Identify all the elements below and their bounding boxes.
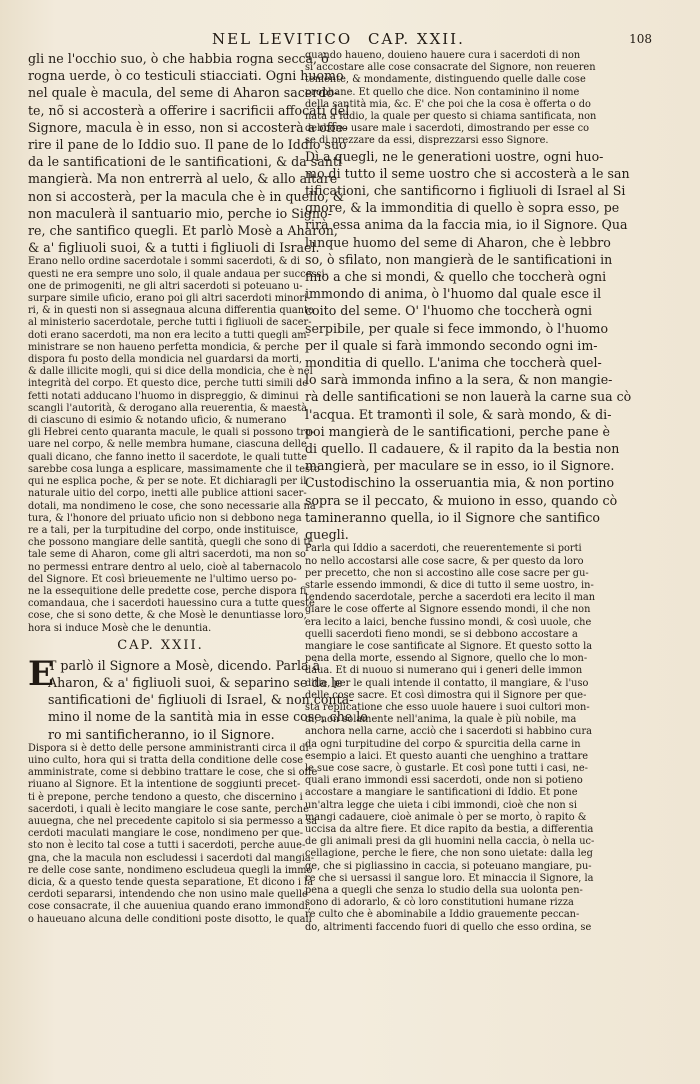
text-line: della santità mia, &c. E' che poi che la cosa è offerta o do (305, 98, 591, 110)
text-line: serpibile, per quale si fece immondo, ò l'huomo (305, 320, 609, 336)
text-line: delle cose sacre. Et così dimostra qui il Signore per que- (305, 689, 587, 701)
text-line: mangierà, per maculare se in esso, io il Signore. (305, 458, 615, 474)
text-line: tificationi, che santificorno i figliuoli di Israel al Si (305, 183, 626, 199)
text-line: di quello. Il cadauere, & il rapito da la bestia non (305, 441, 620, 457)
text-line: Signore, macula è in esso, non si accosterà a offe- (28, 119, 348, 135)
text-line: lo sarà immonda infino a la sera, & non mangie- (305, 372, 613, 388)
text-line: per precetto, che non si accostino alle cose sacre per gu- (305, 567, 589, 579)
text-line: coito del seme. O' l'huomo che toccherà ogni (305, 303, 593, 319)
text-line: re a tali, per la turpitudine del corpo, onde instituisce, (28, 524, 299, 536)
text-line: do, altrimenti faccendo fuori di quello che esso ordina, se (305, 921, 592, 933)
text-line: hora si induce Mosè che le denuntia. (28, 622, 212, 634)
text-line: qui ne esplica poche, & per se note. Et dichiaragli per il (28, 476, 307, 488)
text-line: se di prezzare da essi, disprezzarsi esso Signore. (305, 135, 549, 147)
text-line: ge, che si pigliassino in caccia, si poteuano mangiare, pu- (305, 860, 592, 872)
text-line: mangiare le cose santificate al Signore. Et questo sotto la (305, 640, 593, 652)
text-line: pena a quegli che senza lo studio della sua uolonta pen- (305, 884, 583, 896)
text-line: no permessi entrare dentro al uelo, cioè al tabernacolo (28, 561, 302, 573)
text-line: Custodischino la osseruantia mia, & non portino (305, 475, 615, 491)
text-line: al ministerio sacerdotale, perche tutti i figliuoli de sacer- (28, 317, 312, 329)
text-line: sopra se il peccato, & muiono in esso, quando cò (305, 492, 618, 508)
text-line: o haueuano alcuna delle conditioni poste disotto, le quali (28, 913, 312, 925)
text-line: di, non solamente nell'anima, la quale è più nobile, ma (305, 714, 577, 726)
text-line: gli Hebrei cento quaranta macule, le quali si possono tro- (28, 427, 315, 439)
text-line: naturale uitio del corpo, inetti alle publice attioni sacer- (28, 488, 307, 500)
text-line: te, nõ si accosterà a offerire i sacrificii affocati del (28, 102, 350, 118)
text-line: Parla qui Iddio a sacerdoti, che reuerentemente si porti (305, 543, 582, 555)
text-line: comandaua, che i sacerdoti hauessino cura a tutte queste (28, 598, 315, 610)
text-line: scangli l'autorità, & derogano alla reuerentia, & maestà (28, 402, 308, 414)
text-line: re che si uersassi il sangue loro. Et minaccia il Signore, la (305, 872, 594, 884)
text-line: rogna uerde, ò co testiculi stiacciati. Ogni huomo (28, 68, 344, 84)
right-gloss-block-2 (305, 543, 595, 934)
text-line: debbono usare male i sacerdoti, dimostrando per esse co (305, 123, 590, 135)
text-line: gli ne l'occhio suo, ò che habbia rogna secca, ò (28, 51, 329, 66)
text-line: surpare simile uficio, erano poi gli altri sacerdoti minori- (28, 293, 311, 305)
text-line: ro mi santificheranno, io il Signore. (48, 726, 275, 742)
text-line: nata a Iddio, la quale per questo si chiama santificata, non (305, 111, 597, 123)
right-text-block-1 (305, 148, 632, 544)
text-line: sta replicatione che esso uuole hauere i suoi cultori mon- (305, 701, 590, 713)
left-text-block-1 (28, 50, 350, 256)
text-line: starle essendo immondi, & dice di tutto il seme uostro, in- (305, 579, 594, 591)
left-column (28, 50, 368, 1050)
text-line: rà delle santificationi se non lauerà la carne sua cò (305, 389, 632, 405)
text-line: auuegna, che nel precedente capitolo si sia permesso a sa (28, 815, 318, 827)
text-line: sacerdoti, i quali è lecito mangiare le cose sante, perche (28, 803, 309, 815)
text-line: riuano al Signore. Et la intentione de soggiunti precet- (28, 779, 301, 791)
left-gloss-block-2 (28, 742, 318, 926)
text-line: re culto che è abominabile a Iddio grauemente peccan- (305, 909, 580, 921)
text-line: accostare a mangiare le santificationi di Iddio. Et pone (305, 787, 578, 799)
text-line: si accostare alle cose consacrate del Signore, non reueren (305, 62, 596, 74)
text-line: non maculerà il santuario mio, perche io Signo- (28, 205, 332, 221)
text-line: rire il pane de lo Iddio suo. Il pane de lo Iddio suo (28, 137, 347, 153)
text-line: un'altra legge che uieta i cibi immondi, cioè che non si (305, 799, 577, 811)
text-line: immondo di anima, ò l'huomo dal quale esce il (305, 286, 602, 302)
text-line: ditie, per le quali intende il contatto, il mangiare, & l'uso (305, 677, 589, 689)
text-line: sono di adorarlo, & cò loro constitutioni humane rizza (305, 897, 574, 909)
left-gloss-block-1 (28, 256, 328, 634)
left-text-block-2-lines (28, 653, 368, 743)
text-line: Dispora si è detto delle persone amministranti circa il di- (28, 742, 312, 754)
running-chapter: CAP. XXII. (368, 30, 465, 48)
text-line: & dalle illicite mogli, qui si dice della mondicia, che è nel (28, 366, 313, 378)
text-line: le sue cose sacre, ò gustarle. Et così pone tutti i casi, ne- (305, 762, 588, 774)
text-line: dispora fu posto della mondicia nel guardarsi da morti, (28, 354, 303, 366)
text-line: tale seme di Aharon, come gli altri sacerdoti, ma non so (28, 549, 306, 561)
text-line: cose, che si sono dette, & che Mosè le denuntiasse loro, (28, 610, 307, 622)
text-line: cerdoti separarsi, intendendo che non usino male quelle (28, 889, 308, 901)
text-line: era lecito a laici, benche fussino mondi, & così uuole, che (305, 616, 592, 628)
text-line: daua. Et di nuouo si numerano qui i generi delle immon (305, 665, 583, 677)
text-line: tamineranno quella, io il Signore che santifico (305, 509, 601, 525)
text-line: quegli. (305, 527, 349, 543)
text-line: cerdoti maculati mangiare le cose, nondimeno per que- (28, 828, 304, 840)
text-line: prophane. Et quello che dice. Non contaminino il nome (305, 86, 580, 98)
text-line: mangi cadauere, cioè animale ò per se morto, ò rapito & (305, 811, 587, 823)
drop-cap: E (28, 653, 54, 694)
text-line: mangierà. Ma non entrerrà al uelo, & allo altare (28, 171, 338, 187)
text-line: ri, & in questi non si assegnaua alcuna differentia quanto (28, 305, 314, 317)
text-line: tura, & l'honore del priuato uficio non si debbono nega (28, 512, 302, 524)
text-line: nel quale è macula, del seme di Aharon sacerdo- (28, 85, 339, 101)
text-line: esempio a laici. Et questo auanti che uenghino a trattare (305, 750, 589, 762)
text-line: integrità del corpo. Et questo dice, perche tutti simili de (28, 378, 309, 390)
text-line: lunque huomo del seme di Aharon, che è lebbro (305, 234, 611, 250)
running-head (200, 30, 660, 48)
text-line: ne la essequitione delle predette cose, perche dispora fi (28, 585, 307, 597)
text-line: ministrare se non haueno perfetta mondicia, & perche (28, 341, 299, 353)
text-line: anchora nella carne, acciò che i sacerdoti si habbino cura (305, 726, 593, 738)
text-line: Erano nello ordine sacerdotale i sommi sacerdoti, & di (28, 256, 300, 268)
text-line: dotali, ma nondimeno le cose, che sono necessarie alla na (28, 500, 316, 512)
text-line: one de primogeniti, ne gli altri sacerdoti si poteuano u- (28, 280, 303, 292)
text-line: non si accosterà, per la macula che è in quello, & (28, 188, 344, 204)
text-line: che possono mangiare delle santità, quegli che sono di ti (28, 537, 311, 549)
text-line: mino il nome de la santità mia in esse cose, che lo (48, 709, 368, 725)
text-line: quali dicano, che fanno inetto il sacerdote, le quali tutte (28, 451, 308, 463)
text-line: Aharon, & a' figliuoli suoi, & separino se da le (48, 674, 343, 690)
text-line: da le santificationi de le santificationi, & da santi (28, 154, 342, 170)
text-line: l'acqua. Et tramontì il sole, & sarà mondo, & di- (305, 406, 612, 422)
text-line: questi ne era sempre uno solo, il quale andaua per successi- (28, 268, 328, 280)
text-line: Dì a quegli, ne le generationi uostre, ogni huo- (305, 148, 604, 164)
text-line: tendendo sacerdotale, perche a sacerdoti era lecito il man (305, 592, 596, 604)
text-line: per il quale si farà immondo secondo ogni im- (305, 337, 598, 353)
text-line: fino a che si mondi, & quello che toccherà ogni (305, 269, 607, 285)
text-line: cose consacrate, il che auueniua quando erano immondi, (28, 901, 312, 913)
text-line: sto non è lecito tal cose a tutti i sacerdoti, perche auue- (28, 840, 306, 852)
text-line: mo di tutto il seme uostro che si accosterà a le san (305, 165, 630, 181)
text-line: monditia di quello. L'anima che toccherà quel- (305, 355, 602, 371)
text-line: amministrate, come si debbino trattare le cose, che si offe (28, 767, 318, 779)
text-line: uino culto, hora qui si tratta della conditione delle cose (28, 754, 304, 766)
text-line: gnore, & la immonditia di quello è sopra esso, pe (305, 200, 620, 216)
text-line: doti erano sacerdoti, ma non era lecito a tutti quegli am- (28, 329, 310, 341)
text-line: quelli sacerdoti fieno mondi, se si debbono accostare a (305, 628, 578, 640)
text-line: giare le cose offerte al Signore essendo mondi, il che non (305, 604, 591, 616)
text-line: & a' figliuoli suoi, & a tutti i figliuoli di Israel. (28, 240, 320, 256)
text-line: rirà essa anima da la faccia mia, io il Signore. Qua (305, 217, 628, 233)
text-line: santificationi de' figliuoli di Israel, & non conta- (48, 692, 354, 708)
right-column (305, 50, 632, 1050)
left-text-block-2 (28, 653, 368, 743)
text-line: quando haueno, douieno hauere cura i sacerdoti di non (305, 50, 581, 61)
text-line: re delle cose sante, nondimeno escludeua quegli la immo (28, 864, 313, 876)
text-line: dicia, & a questo tende questa separatione, Et dicono i la (28, 876, 314, 888)
text-line: da ogni turpitudine del corpo & spurcitia della carne in (305, 738, 581, 750)
text-line: ti è prepone, perche tendono a questo, che discernino i (28, 791, 303, 803)
text-line: sarebbe cosa lunga a esplicare, massimamente che il testo (28, 463, 320, 475)
text-line: cellagione, perche le fiere, che non sono uietate: dalla leg (305, 848, 593, 860)
text-line: uare nel corpo, & nelle membra humane, ciascuna delle (28, 439, 307, 451)
text-line: no nello accostarsi alle cose sacre, & per questo da loro (305, 555, 584, 567)
text-line: so, ò sfilato, non mangierà de le santificationi in (305, 251, 613, 267)
text-line: quali erano immondi essi sacerdoti, onde non si potieno (305, 775, 583, 787)
text-line: poi mangierà de le santificationi, perche pane è (305, 423, 611, 439)
right-gloss-block-1 (305, 50, 595, 148)
folio-number: 108 (629, 32, 652, 46)
text-line: de gli animali presi da gli huomini nella caccia, ò nella uc- (305, 836, 595, 848)
text-line: gna, che la macula non escludessi i sacerdoti dal mangia- (28, 852, 315, 864)
text-line: temente, & mondamente, distinguendo quelle dalle cose (305, 74, 586, 86)
text-line: re, che santifico quegli. Et parlò Mosè a Aharon, (28, 223, 338, 239)
text-line: del Signore. Et così brieuemente ne l'ultimo uerso po- (28, 573, 297, 585)
text-line: di ciascuno di esimio & notando uficio, & numerano (28, 415, 287, 427)
chapter-heading: CAP. XXII. (117, 637, 204, 653)
text-line: T parlò il Signore a Mosè, dicendo. Parla à (48, 657, 321, 673)
text-line: pena della morte, essendo al Signore, quello che lo mon- (305, 653, 588, 665)
text-line: uccisa da altre fiere. Et dice rapito da bestia, a differentia (305, 823, 594, 835)
running-title: NEL LEVITICO (212, 30, 353, 48)
text-line: fetti notati adducano l'huomo in dispreggio, & diminui (28, 390, 299, 402)
